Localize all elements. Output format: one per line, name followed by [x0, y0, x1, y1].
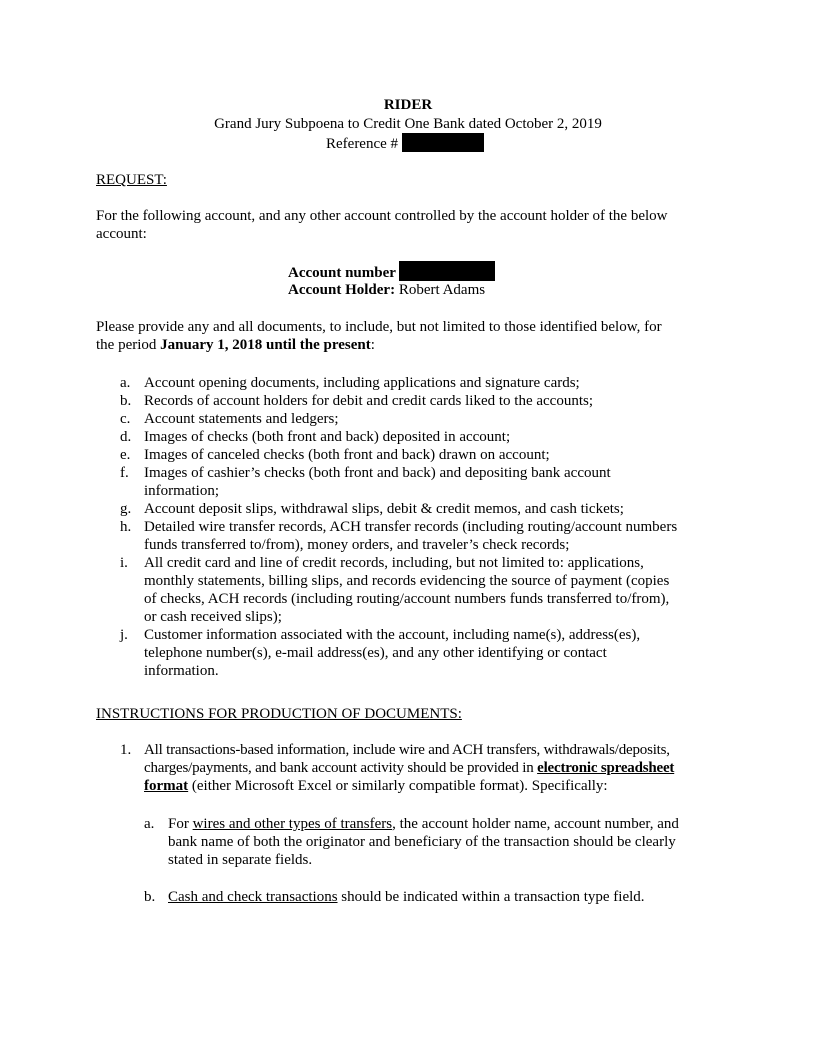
request-item: [120, 464, 720, 500]
reference-label: Reference #: [326, 136, 399, 152]
sub-b-label: b.: [144, 889, 156, 905]
instruction-1-label: 1.: [120, 742, 132, 758]
account-holder-value: Robert Adams: [398, 282, 486, 298]
account-number-label: Account number: [288, 265, 396, 281]
request-item: [120, 626, 720, 680]
provide-line2-post: :: [370, 337, 375, 353]
request-item: [120, 518, 720, 554]
request-item-label: f.: [120, 465, 129, 481]
request-item-text: information;: [144, 483, 219, 499]
request-item-label: a.: [120, 375, 131, 391]
request-intro-line2: account:: [96, 226, 147, 242]
instruction-1-line2-pre: charges/payments, and bank account activity should be provided in: [144, 760, 534, 776]
provide-line2: [96, 336, 375, 354]
rider-title: RIDER: [383, 97, 433, 113]
request-item-label: h.: [120, 519, 132, 535]
period-bold: January 1, 2018 until the present: [160, 337, 371, 353]
sub-b-post: should be indicated within a transaction type field.: [337, 889, 645, 905]
sub-a-line1: [168, 815, 679, 833]
request-item-label: j.: [120, 627, 128, 643]
request-item-text: Images of canceled checks (both front and back) drawn on account;: [144, 447, 550, 463]
account-number-line: [288, 261, 495, 282]
request-item-text: Records of account holders for debit and credit cards liked to the accounts;: [144, 393, 594, 409]
instruction-1-line1: All transactions-based information, include wire and ACH transfers, withdrawals/deposits,: [144, 742, 670, 758]
request-intro-line1: For the following account, and any other account controlled by the account holder of the below: [96, 208, 668, 224]
request-item: [120, 410, 720, 428]
sub-a-label: a.: [144, 816, 155, 832]
redacted-account-number: [399, 261, 495, 281]
request-item-text: All credit card and line of credit records, including, but not limited to: applications,: [144, 555, 644, 571]
sub-a-line3: stated in separate fields.: [168, 852, 313, 868]
request-item: [120, 446, 720, 464]
provide-line1: Please provide any and all documents, to include, but not limited to those identified below, for: [96, 319, 662, 335]
redacted-reference: [402, 133, 484, 152]
request-item-label: i.: [120, 555, 128, 571]
request-item: [120, 392, 720, 410]
request-item-text: Detailed wire transfer records, ACH transfer records (including routing/account numbers: [144, 519, 678, 535]
request-item: [120, 374, 720, 392]
instruction-1-line3-post: (either Microsoft Excel or similarly compatible format). Specifically:: [191, 778, 608, 794]
request-item-label: b.: [120, 393, 132, 409]
sub-a-line1-pre: For: [168, 816, 189, 832]
request-item-text: Images of cashier’s checks (both front and back) and depositing bank account: [144, 465, 611, 481]
request-item-text: Account deposit slips, withdrawal slips, debit & credit memos, and cash tickets;: [144, 501, 624, 517]
request-item-text: Account statements and ledgers;: [144, 411, 339, 427]
request-item-text: funds transferred to/from), money orders, and traveler’s check records;: [144, 537, 570, 553]
sub-b-line: [168, 888, 645, 906]
subpoena-subtitle: Grand Jury Subpoena to Credit One Bank dated October 2, 2019: [214, 116, 602, 132]
account-holder-label: Account Holder:: [288, 282, 396, 298]
request-item-text: Account opening documents, including applications and signature cards;: [144, 375, 580, 391]
request-item-text: information.: [144, 663, 219, 679]
request-item-text: of checks, ACH records (including routing/account numbers funds transferred to/from),: [144, 591, 670, 607]
request-item-label: g.: [120, 501, 132, 517]
account-holder-line: [288, 281, 485, 299]
request-item-text: monthly statements, billing slips, and records evidencing the source of payment (copies: [144, 573, 670, 589]
provide-line2-pre: the period: [96, 337, 157, 353]
instruction-1-line2: [144, 759, 674, 777]
request-item: [120, 500, 720, 518]
request-item: [120, 554, 720, 626]
request-item-text: or cash received slips);: [144, 609, 282, 625]
request-item-text: telephone number(s), e-mail address(es), and any other identifying or contact: [144, 645, 607, 661]
request-item-label: e.: [120, 447, 131, 463]
format-bold: format: [144, 778, 189, 794]
reference-line: [326, 133, 484, 153]
request-item-label: c.: [120, 411, 131, 427]
electronic-spreadsheet-bold: electronic spreadsheet: [537, 760, 675, 776]
request-item: [120, 428, 720, 446]
sub-a-line2: bank name of both the originator and beneficiary of the transaction should be clearly: [168, 834, 676, 850]
instruction-1-line3: [144, 777, 608, 795]
cash-check-underlined: Cash and check transactions: [168, 889, 338, 905]
request-item-label: d.: [120, 429, 132, 445]
wires-transfers-underlined: wires and other types of transfers: [192, 816, 393, 832]
sub-a-line1-post: , the account holder name, account number, and: [392, 816, 679, 832]
request-heading: REQUEST:: [96, 172, 167, 188]
request-item-text: Customer information associated with the account, including name(s), address(es),: [144, 627, 641, 643]
instructions-heading: INSTRUCTIONS FOR PRODUCTION OF DOCUMENTS:: [96, 706, 462, 722]
request-item-text: Images of checks (both front and back) deposited in account;: [144, 429, 511, 445]
